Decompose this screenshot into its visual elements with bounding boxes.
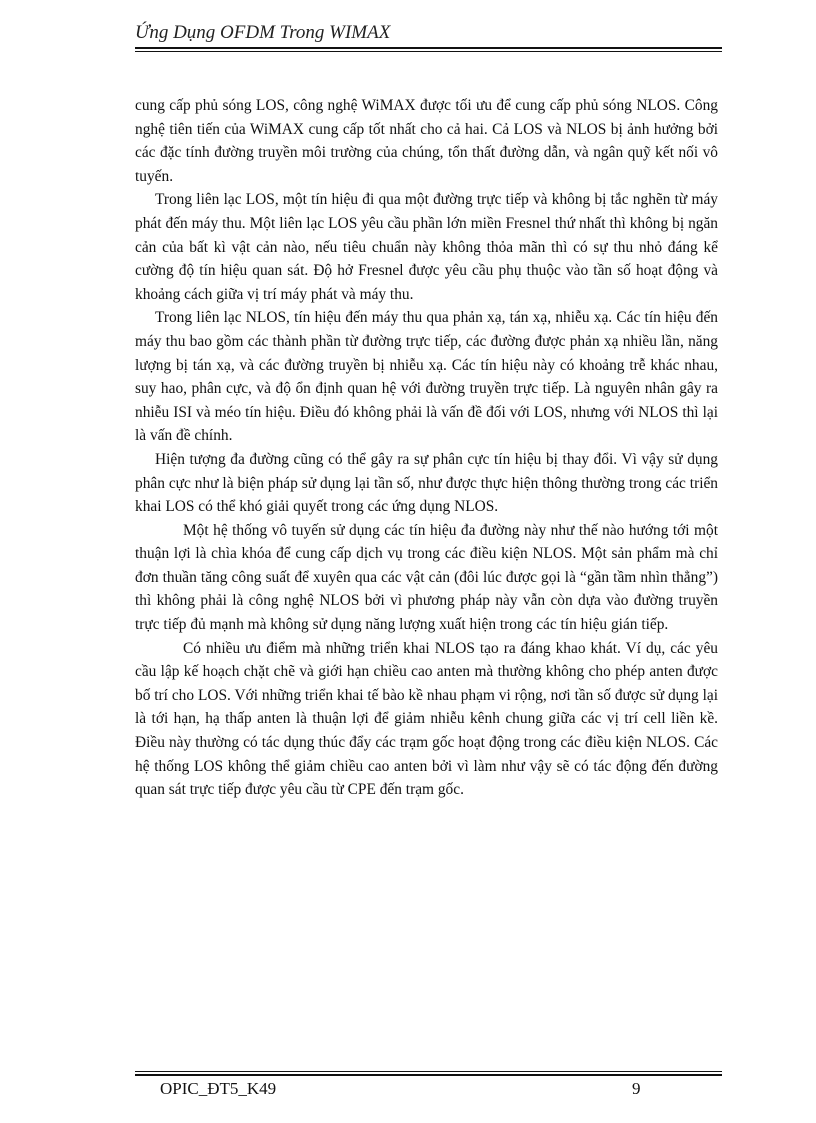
header-rule-thick [135,47,722,49]
paragraph: Có nhiều ưu điểm mà những triển khai NLOS tạo ra đáng khao khát. Ví dụ, các yêu cầu lập kế hoạch chặt chẽ và giới hạn chiều cao anten mà thường không cho phép anten được bố trí cho LOS. Với những triển khai tế bào kề nhau phạm vi rộng, nơi tần số được sử dụng lại là tới hạn, hạ thấp anten là thuận lợi để giảm nhiễu kênh chung giữa các vị trí cell liền kề. Điều này thường có tác dụng thúc đẩy các trạm gốc hoạt động trong các điều kiện NLOS. Các hệ thống LOS không thể giảm chiều cao anten bởi vì làm như vậy sẽ có tác động đến đường quan sát trực tiếp được yêu cầu từ CPE đến trạm gốc. [135,639,718,799]
page-number: 9 [632,1079,641,1098]
footer-rule-thick [135,1074,722,1076]
body-text [135,94,718,802]
paragraph: Trong liên lạc NLOS, tín hiệu đến máy thu qua phản xạ, tán xạ, nhiễu xạ. Các tín hiệu đến máy thu bao gồm các thành phần từ đường trực tiếp, các đường được phản xạ nhiều lần, năng lượng bị tán xạ, và các đường truyền bị nhiễu xạ. Các tín hiệu này có khoảng trễ khác nhau, suy hao, phân cực, và độ ổn định quan hệ với đường truyền trực tiếp. Là nguyên nhân gây ra nhiễu ISI và méo tín hiệu. Điều đó không phải là vấn đề đối với LOS, nhưng với NLOS thì lại là vấn đề chính. [135,309,718,445]
header-title: Ứng Dụng OFDM Trong WIMAX [135,22,391,43]
header-rule-thin [135,51,722,52]
paragraph: Một hệ thống vô tuyến sử dụng các tín hiệu đa đường này như thế nào hướng tới một thuận lợi là chìa khóa để cung cấp dịch vụ trong các điều kiện NLOS. Một sản phẩm mà chỉ đơn thuần tăng công suất để xuyên qua các vật cản (đôi lúc được gọi là “gần tầm nhìn thẳng”) thì không phải là công nghệ NLOS bởi vì phương pháp này vẫn còn dựa vào đường truyền trực tiếp đủ mạnh mà không sử dụng năng lượng xuất hiện trong các tín hiệu gián tiếp. [135,521,718,634]
footer-course-code: OPIC_ĐT5_K49 [160,1079,277,1098]
paragraph: Hiện tượng đa đường cũng có thể gây ra sự phân cực tín hiệu bị thay đổi. Vì vậy sử dụng phân cực như là biện pháp sử dụng lại tần số, như được thực hiện thông thường trong các triển khai LOS có thể khó giải quyết trong các ứng dụng NLOS. [135,450,718,516]
paragraph: cung cấp phủ sóng LOS, công nghệ WiMAX được tối ưu để cung cấp phủ sóng NLOS. Công nghệ tiên tiến của WiMAX cung cấp tốt nhất cho cả hai. Cả LOS và NLOS bị ảnh hưởng bởi các đặc tính đường truyền môi trường của chúng, tổn thất đường dẫn, và ngân quỹ kết nối vô tuyến. [135,97,718,185]
paragraph: Trong liên lạc LOS, một tín hiệu đi qua một đường trực tiếp và không bị tắc nghẽn từ máy phát đến máy thu. Một liên lạc LOS yêu cầu phần lớn miền Fresnel thứ nhất thì không bị ngăn cản của bất kì vật cản nào, nếu tiêu chuẩn này không thỏa mãn thì có sự thu nhỏ đáng kể cường độ tín hiệu quan sát. Độ hở Fresnel được yêu cầu phụ thuộc vào tần số hoạt động và khoảng cách giữa vị trí máy phát và máy thu. [135,191,718,303]
footer-rule-thin [135,1071,722,1072]
